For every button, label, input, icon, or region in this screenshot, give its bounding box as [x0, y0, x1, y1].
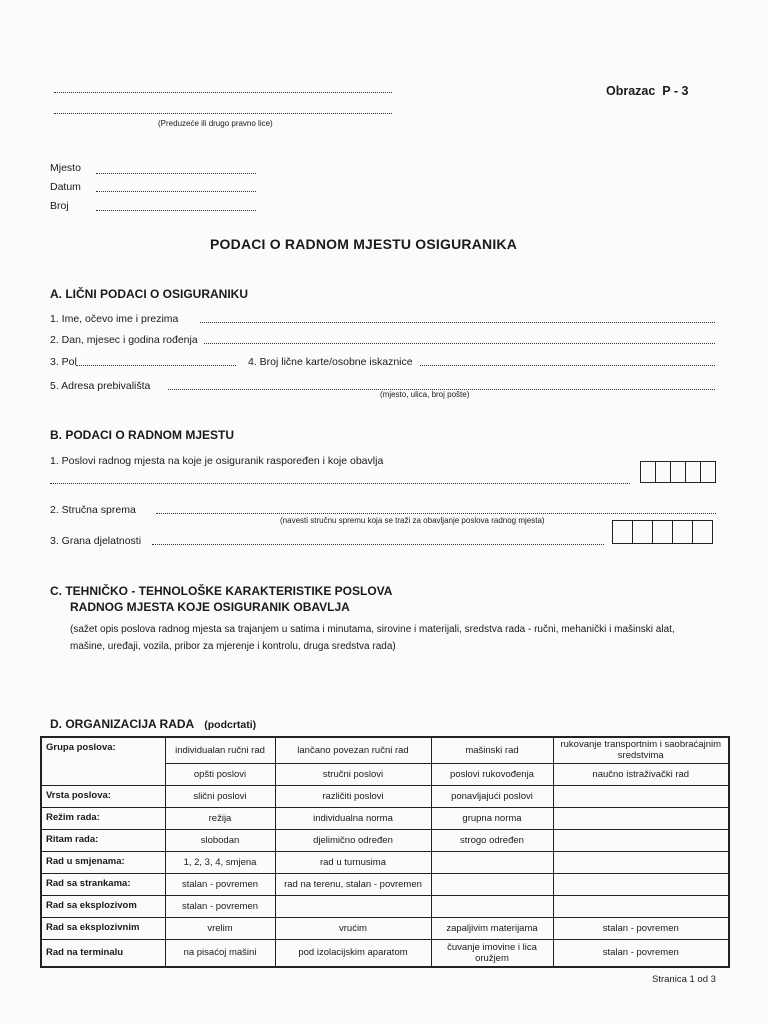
row-label-vrsta: Vrsta poslova:: [41, 785, 165, 807]
a-birth-field[interactable]: [204, 343, 715, 344]
option-cell[interactable]: rad u turnusima: [275, 851, 431, 873]
a-id-field[interactable]: [420, 365, 715, 366]
option-cell[interactable]: [275, 895, 431, 917]
b-jobs-label: 1. Poslovi radnog mjesta na koje je osiguranik raspoređen i koje obavlja: [50, 455, 384, 467]
option-cell[interactable]: stručni poslovi: [275, 763, 431, 785]
row-label-eksplozivnim: Rad sa eksplozivnim: [41, 917, 165, 939]
company-caption: (Preduzeće ili drugo pravno lice): [158, 119, 273, 128]
section-a-heading: A. LIČNI PODACI O OSIGURANIKU: [50, 287, 249, 301]
option-cell[interactable]: opšti poslovi: [165, 763, 275, 785]
option-cell[interactable]: stalan - povremen: [553, 939, 729, 967]
option-cell[interactable]: individualan ručni rad: [165, 737, 275, 763]
table-row: [41, 737, 729, 763]
table-row: [41, 917, 729, 939]
section-c-desc-2: mašine, uređaji, vozila, pribor za mjerenje i kontrolu, druga sredstva rada): [70, 641, 396, 652]
section-c-heading-2: RADNOG MJESTA KOJE OSIGURANIK OBAVLJA: [70, 600, 350, 614]
row-label-rezim: Režim rada:: [41, 807, 165, 829]
table-row: [41, 939, 729, 967]
table-row: [41, 807, 729, 829]
option-cell[interactable]: [431, 895, 553, 917]
option-cell[interactable]: [553, 851, 729, 873]
b-industry-field[interactable]: [152, 544, 604, 545]
option-cell[interactable]: rad na terenu, stalan - povremen: [275, 873, 431, 895]
a-gender-label: 3. Pol: [50, 356, 77, 368]
datum-label: Datum: [50, 181, 81, 193]
option-cell[interactable]: [553, 807, 729, 829]
option-cell[interactable]: na pisaćoj mašini: [165, 939, 275, 967]
option-cell[interactable]: grupna norma: [431, 807, 553, 829]
section-c-desc-1: (sažet opis poslova radnog mjesta sa trajanjem u satima i minutama, sirovine i materijali, sredstva rada - ručni, mehanički i mašinski alat,: [70, 624, 675, 635]
option-cell[interactable]: ponavljajući poslovi: [431, 785, 553, 807]
option-cell[interactable]: lančano povezan ručni rad: [275, 737, 431, 763]
option-cell[interactable]: [431, 873, 553, 895]
section-d-note: (podcrtati): [204, 719, 257, 731]
option-cell[interactable]: poslovi rukovođenja: [431, 763, 553, 785]
row-label-terminalu: Rad na terminalu: [41, 939, 165, 967]
table-row: [41, 785, 729, 807]
option-cell[interactable]: [553, 829, 729, 851]
a-birth-label: 2. Dan, mjesec i godina rođenja: [50, 334, 198, 346]
option-cell[interactable]: vrelim: [165, 917, 275, 939]
option-cell[interactable]: čuvanje imovine i lica oružjem: [431, 939, 553, 967]
a-gender-field[interactable]: [76, 365, 236, 366]
section-d-title: D. ORGANIZACIJA RADA: [50, 717, 195, 731]
option-cell[interactable]: naučno istraživački rad: [553, 763, 729, 785]
option-cell[interactable]: mašinski rad: [431, 737, 553, 763]
organization-table: [40, 736, 730, 968]
a-address-note: (mjesto, ulica, broj pošte): [380, 390, 470, 399]
option-cell[interactable]: 1, 2, 3, 4, smjena: [165, 851, 275, 873]
page-title: PODACI O RADNOM MJESTU OSIGURANIKA: [210, 236, 518, 252]
option-cell[interactable]: individualna norma: [275, 807, 431, 829]
option-cell[interactable]: [553, 873, 729, 895]
row-label-smjene: Rad u smjenama:: [41, 851, 165, 873]
option-cell[interactable]: režija: [165, 807, 275, 829]
b-jobs-field[interactable]: [50, 483, 630, 484]
mjesto-label: Mjesto: [50, 162, 81, 174]
section-c-heading-1: C. TEHNIČKO - TEHNOLOŠKE KARAKTERISTIKE POSLOVA: [50, 584, 393, 598]
option-cell[interactable]: pod izolacijskim aparatom: [275, 939, 431, 967]
broj-field[interactable]: [96, 210, 256, 211]
b-industry-label: 3. Grana djelatnosti: [50, 535, 142, 547]
table-row: [41, 829, 729, 851]
company-line-2[interactable]: [54, 113, 392, 114]
a-address-label: 5. Adresa prebivališta: [50, 380, 151, 392]
form-code: [606, 84, 688, 98]
table-row: [41, 873, 729, 895]
option-cell[interactable]: rukovanje transportnim i saobraćajnim sredstvima: [553, 737, 729, 763]
datum-field[interactable]: [96, 191, 256, 192]
section-d-heading: [50, 717, 256, 731]
form-number: P - 3: [662, 84, 689, 98]
option-cell[interactable]: vrućim: [275, 917, 431, 939]
a-name-field[interactable]: [200, 322, 715, 323]
b-qualification-label: 2. Stručna sprema: [50, 504, 136, 516]
row-label-strankama: Rad sa strankama:: [41, 873, 165, 895]
b-jobs-code-boxes[interactable]: [640, 461, 716, 483]
section-b-heading: B. PODACI O RADNOM MJESTU: [50, 428, 235, 442]
table-row: [41, 851, 729, 873]
option-cell[interactable]: [553, 785, 729, 807]
option-cell[interactable]: [431, 851, 553, 873]
option-cell[interactable]: stalan - povremen: [553, 917, 729, 939]
option-cell[interactable]: stalan - povremen: [165, 895, 275, 917]
form-label: Obrazac: [606, 84, 656, 98]
option-cell[interactable]: zapaljivim materijama: [431, 917, 553, 939]
option-cell[interactable]: stalan - povremen: [165, 873, 275, 895]
page-number: Stranica 1 od 3: [652, 974, 716, 985]
a-name-label: 1. Ime, očevo ime i prezima: [50, 313, 179, 325]
option-cell[interactable]: djelimično određen: [275, 829, 431, 851]
row-label-grupa: Grupa poslova:: [41, 737, 165, 785]
broj-label: Broj: [50, 200, 69, 212]
option-cell[interactable]: [553, 895, 729, 917]
mjesto-field[interactable]: [96, 173, 256, 174]
a-id-label: 4. Broj lične karte/osobne iskaznice: [248, 356, 413, 368]
company-line-1[interactable]: [54, 92, 392, 93]
row-label-ritam: Ritam rada:: [41, 829, 165, 851]
option-cell[interactable]: strogo određen: [431, 829, 553, 851]
option-cell[interactable]: različiti poslovi: [275, 785, 431, 807]
b-qualification-note: (navesti stručnu spremu koja se traži za obavljanje poslova radnog mjesta): [280, 516, 545, 525]
b-qualification-field[interactable]: [156, 513, 716, 514]
option-cell[interactable]: slobodan: [165, 829, 275, 851]
b-industry-code-boxes[interactable]: [612, 520, 713, 544]
table-row: [41, 895, 729, 917]
option-cell[interactable]: slični poslovi: [165, 785, 275, 807]
row-label-eksplozivom: Rad sa eksplozivom: [41, 895, 165, 917]
